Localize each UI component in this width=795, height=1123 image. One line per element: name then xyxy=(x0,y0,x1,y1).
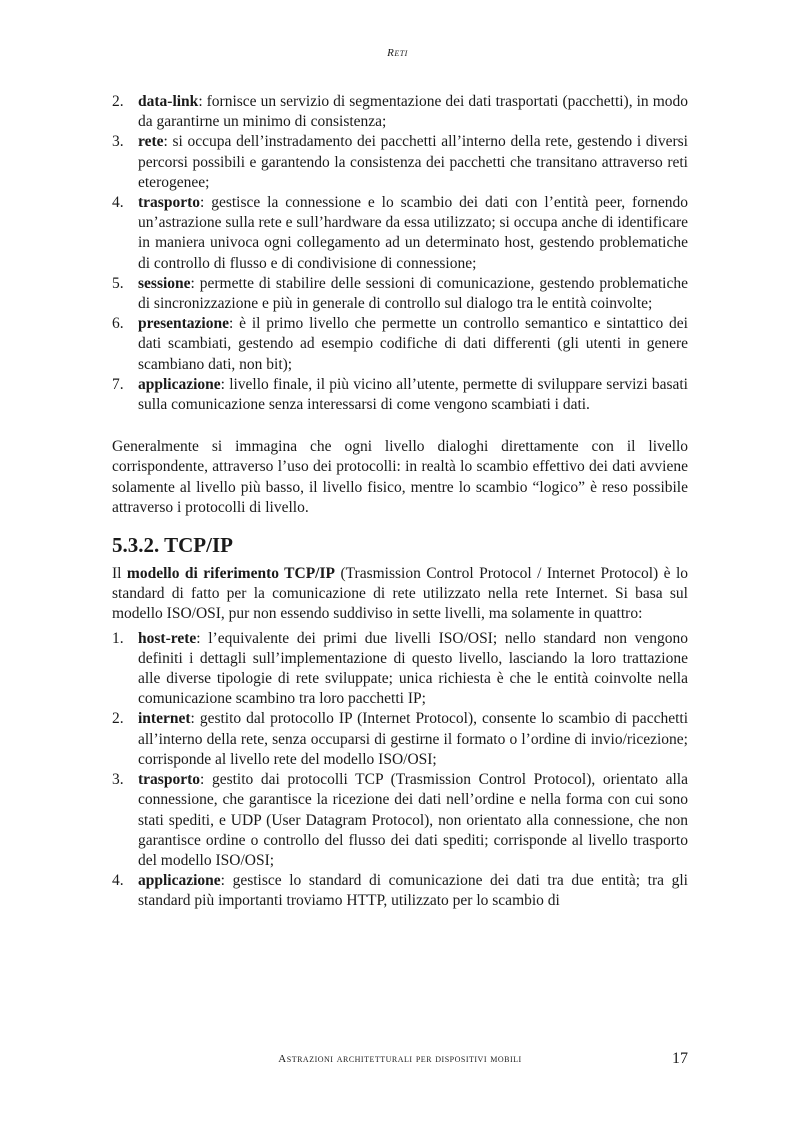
item-number: 3. xyxy=(112,133,124,151)
list-item xyxy=(112,375,688,415)
list-item xyxy=(112,132,688,193)
item-number: 5. xyxy=(112,274,124,292)
item-text: : è il primo livello che permette un controllo semantico e sintattico dei dati scambiati, gestendo ad esempio codifiche di dati differenti (gli utenti in genere scambiano dati, non bit); xyxy=(138,315,688,373)
intro-text: (Trasmission Control Protocol / Internet Protocol) è lo standard di fatto per la comunicazione di rete utilizzato nella rete Internet. Si basa sul modello ISO/OSI, pur non essendo suddiviso in sette livelli, ma solamente in quattro: xyxy=(112,565,689,623)
item-text: : fornisce un servizio di segmentazione dei dati trasportati (pacchetti), in modo da garantirne un minimo di consistenza; xyxy=(138,93,688,131)
item-term: rete xyxy=(138,133,164,151)
list-item xyxy=(112,629,688,710)
list-item xyxy=(112,274,688,314)
list-item xyxy=(112,770,688,871)
item-number: 7. xyxy=(112,375,124,393)
item-number: 1. xyxy=(112,629,124,647)
item-text: : gestisce lo standard di comunicazione dei dati tra due entità; tra gli standard più importanti troviamo HTTP, utilizzato per lo scambio di xyxy=(138,872,688,910)
osi-levels-list xyxy=(112,92,688,415)
list-item xyxy=(112,314,688,375)
item-text: : gestito dai protocolli TCP (Trasmission Control Protocol), orientato alla connessione, che garantisce la ricezione dei dati nell’ordine e nella forma con cui sono stati spediti, e UDP (User Datagram Protocol), non orientato alla connessione, che non garantisce ordine o controllo del flusso dei dati spediti; corrisponde al livello trasporto del modello ISO/OSI; xyxy=(138,771,688,869)
item-text: : gestito dal protocollo IP (Internet Protocol), consente lo scambio di pacchetti all’interno della rete, senza occuparsi di gestirne il formato o l’ordine di invio/ricezione; corrisponde al livello rete del modello ISO/OSI; xyxy=(138,710,688,768)
item-term: presentazione xyxy=(138,315,229,333)
item-term: sessione xyxy=(138,274,191,292)
item-term: host-rete xyxy=(138,629,197,647)
item-text: : gestisce la connessione e lo scambio dei dati con l’entità peer, fornendo un’astrazione sulla rete e sull’hardware da essa utilizzato; si occupa anche di identificare in maniera univoca ogni collegamento ad un determinato host, gestendo problematiche di controllo di flusso e di condivisione di connessione; xyxy=(138,194,689,272)
item-number: 2. xyxy=(112,93,124,110)
page-body xyxy=(112,92,688,912)
tcp-levels-list xyxy=(112,629,688,912)
item-term: applicazione xyxy=(138,375,221,393)
item-term: data-link xyxy=(138,93,199,110)
tcp-intro-paragraph xyxy=(112,564,688,625)
item-text: : livello finale, il più vicino all’utente, permette di sviluppare servizi basati sulla comunicazione senza interessarsi di come vengono scambiati i dati. xyxy=(138,375,688,414)
item-term: internet xyxy=(138,710,191,728)
intro-prefix: Il xyxy=(112,565,127,583)
list-item xyxy=(112,709,688,770)
item-text: : si occupa dell’instradamento dei pacchetti all’interno della rete, gestendo i diversi percorsi possibili e garantendo la consistenza dei pacchetti che transitano attraverso reti eterogenee; xyxy=(138,133,688,191)
page-footer xyxy=(112,1050,688,1072)
item-term: trasporto xyxy=(138,771,200,789)
list-item xyxy=(112,193,688,274)
item-number: 4. xyxy=(112,194,124,212)
item-number: 6. xyxy=(112,315,124,333)
item-number: 3. xyxy=(112,771,124,789)
running-header: Reti xyxy=(387,47,408,59)
item-text: : permette di stabilire delle sessioni di comunicazione, gestendo problematiche di sincronizzazione e più in generale di controllo sul dialogo tra le entità coinvolte; xyxy=(138,274,688,313)
page-number: 17 xyxy=(672,1050,688,1067)
item-term: applicazione xyxy=(138,872,221,890)
item-term: trasporto xyxy=(138,194,200,212)
section-heading: 5.3.2. TCP/IP xyxy=(112,533,233,558)
intro-term: modello di riferimento TCP/IP xyxy=(126,565,335,583)
list-item xyxy=(112,871,688,911)
footer-title: Astrazioni architetturali per dispositivi mobili xyxy=(278,1053,522,1065)
item-text: : l’equivalente dei primi due livelli ISO/OSI; nello standard non vengono definiti i dettagli sull’implementazione di questo livello, lasciando la loro trattazione alle diverse tipologie di rete sviluppate; unica richiesta è che le entità coinvolte nella comunicazione scambino tra loro pacchetti IP; xyxy=(138,629,688,708)
item-number: 2. xyxy=(112,710,124,728)
item-number: 4. xyxy=(112,872,124,890)
osi-summary-paragraph: Generalmente si immagina che ogni livello dialoghi direttamente con il livello corrispondente, attraverso l’uso dei protocolli: in realtà lo scambio effettivo dei dati avviene solamente al livello più basso, il livello fisico, mentre lo scambio “logico” è reso possibile attraverso i protocolli di livello. xyxy=(112,438,688,516)
list-item xyxy=(112,92,688,132)
